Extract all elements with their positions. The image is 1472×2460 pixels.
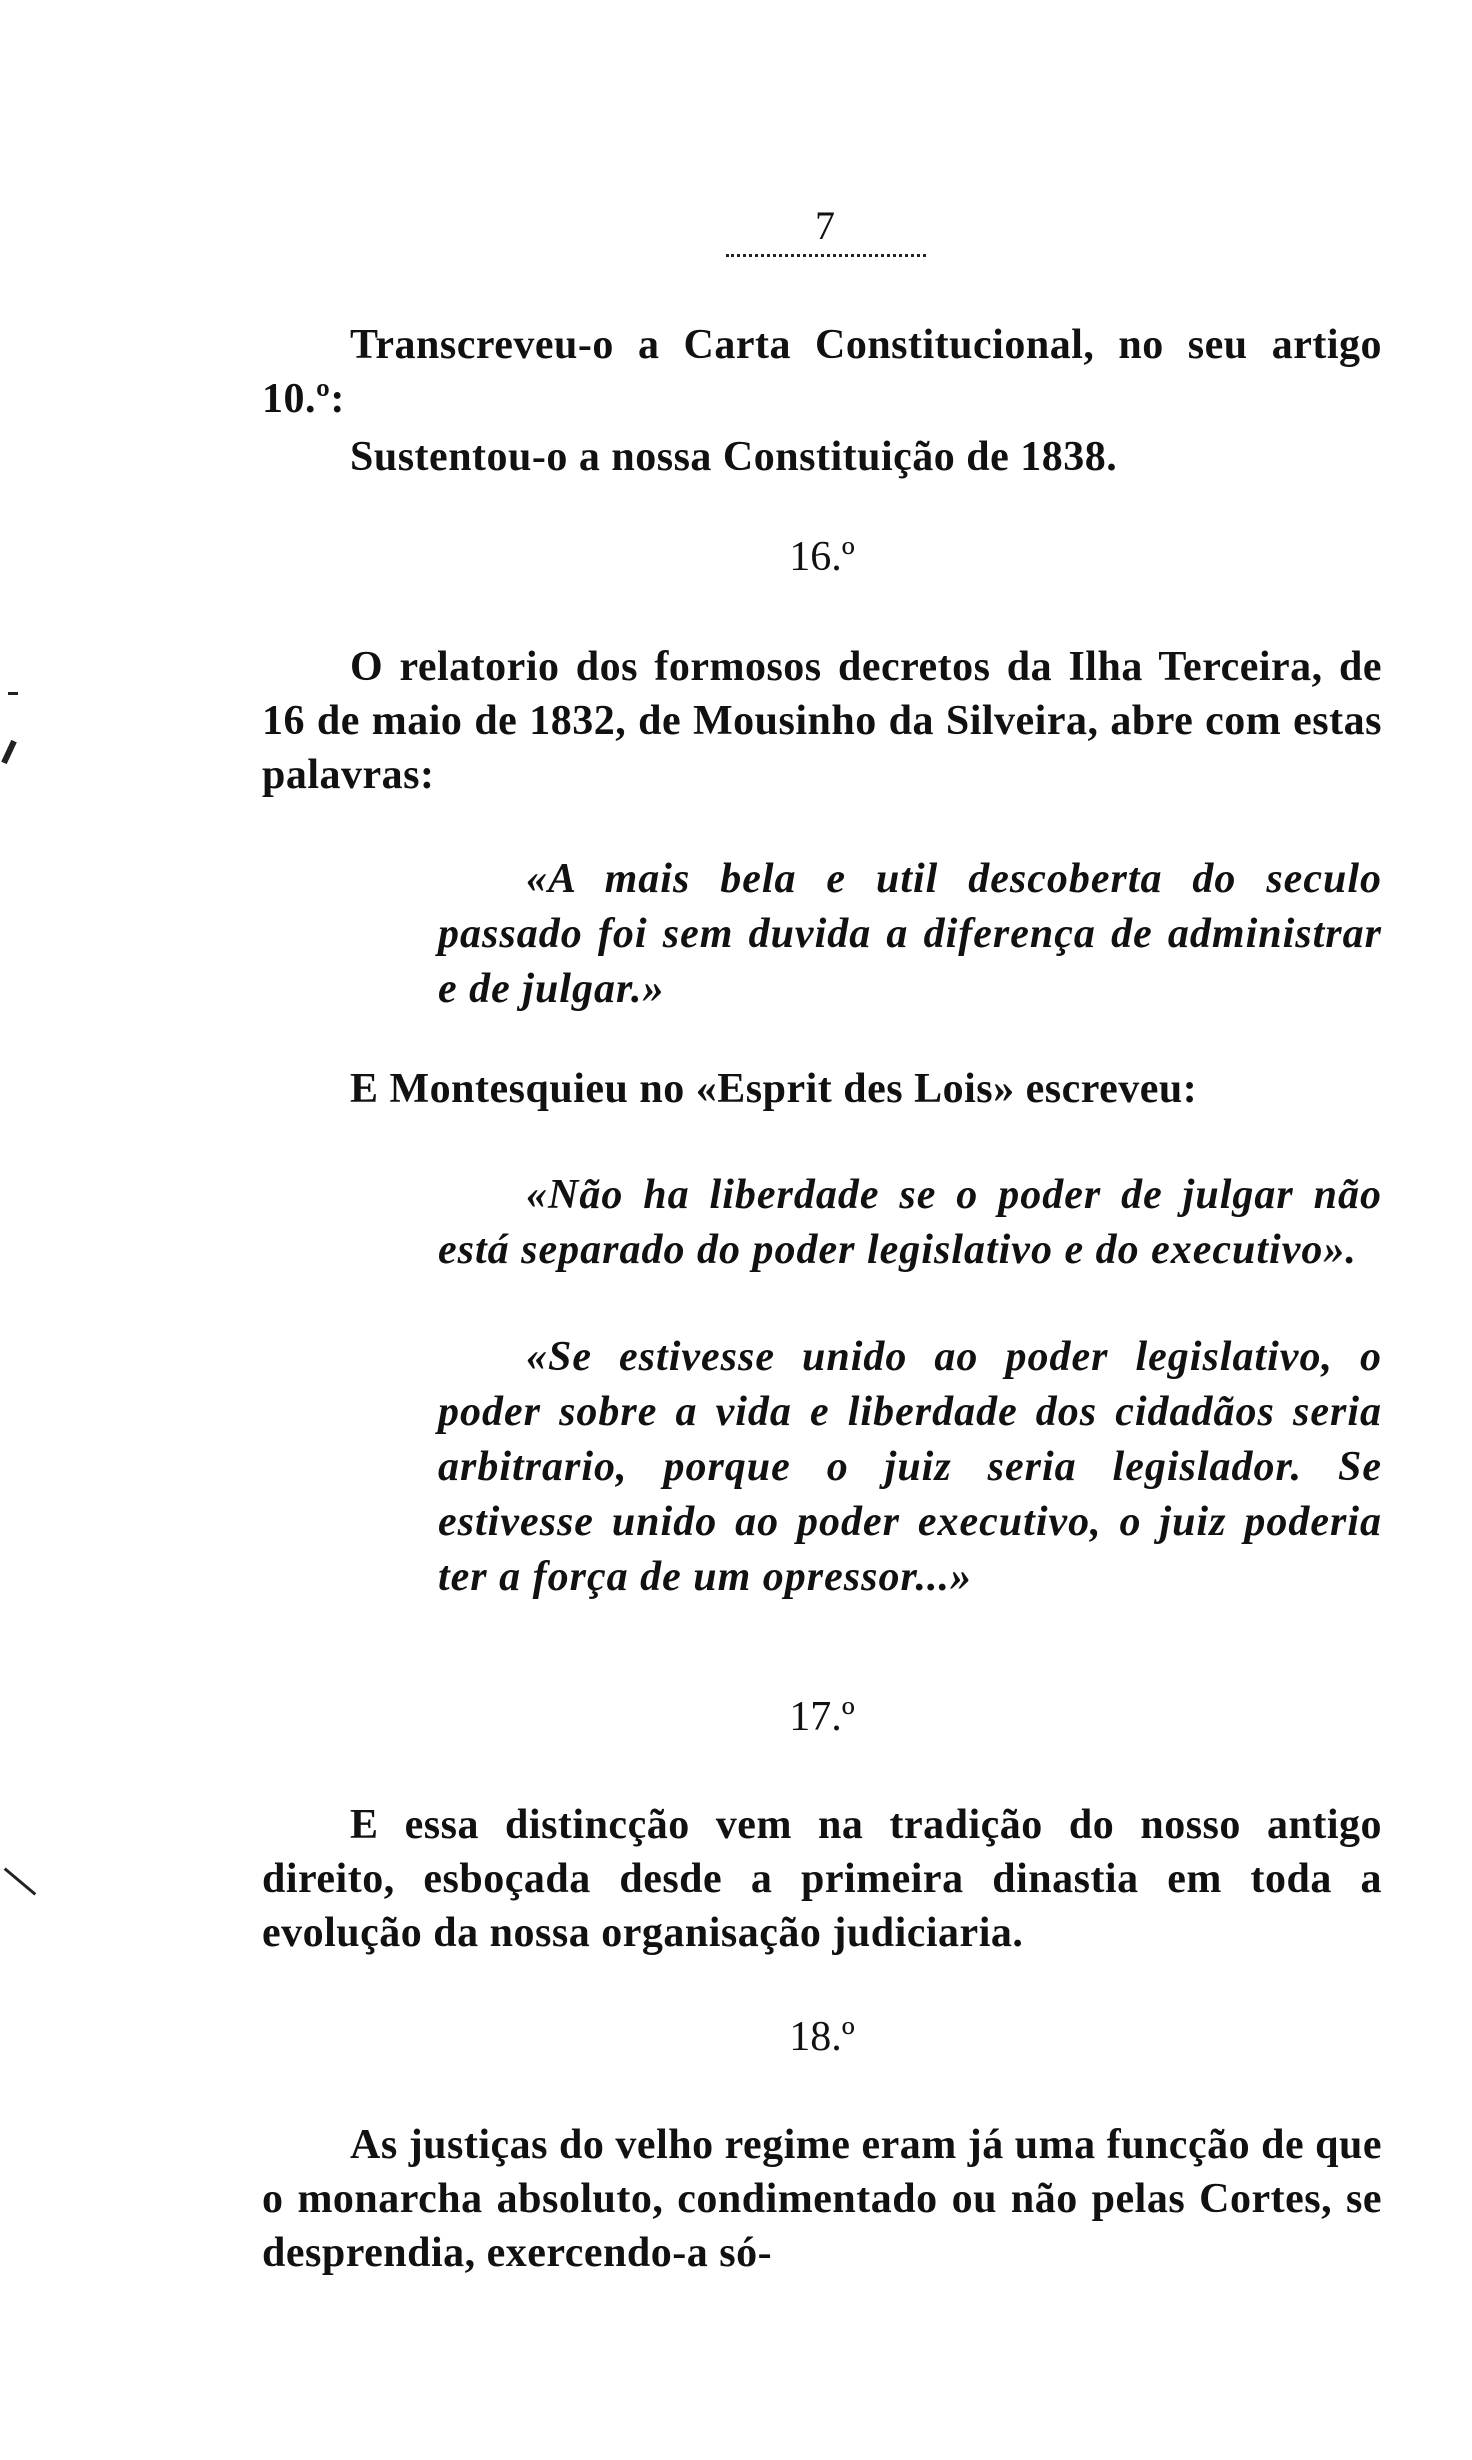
paragraph-relatorio: O relatorio dos formosos decretos da Ilha Terceira, de 16 de maio de 1832, de Mousinho da Silveira, abre com estas palavras:: [262, 644, 1382, 798]
page-number: 7: [815, 203, 835, 248]
scan-mark: [4, 1867, 37, 1895]
paragraph-distinccao: E essa distincção vem na tradição do nosso antigo direito, esboçada desde a primeira dinastia em toda a evolução da nossa organisação judiciaria.: [262, 1802, 1382, 1956]
paragraph-constituicao: Sustentou-o a nossa Constituição de 1838.: [350, 434, 1118, 480]
quote-mousinho: «A mais bela e util descoberta do seculo passado foi sem duvida a diferença de administrar e de julgar.»: [438, 856, 1382, 1012]
scan-mark: [8, 692, 18, 695]
section-heading-16: 16.º: [789, 534, 855, 580]
quote-montesquieu-1: «Não ha liberdade se o poder de julgar não está separado do poder legislativo e do executivo».: [438, 1172, 1382, 1273]
paragraph-carta: Transcreveu-o a Carta Constitucional, no seu artigo 10.º:: [262, 322, 1382, 422]
section-heading-18: 18.º: [789, 2014, 855, 2060]
paragraph-justicas: As justiças do velho regime eram já uma funcção de que o monarcha absoluto, condimentado ou não pelas Cortes, se desprendia, exercendo-a só-: [262, 2122, 1382, 2276]
page-number-rule: [726, 254, 926, 257]
paragraph-montesquieu: E Montesquieu no «Esprit des Lois» escreveu:: [350, 1066, 1198, 1112]
section-heading-17: 17.º: [789, 1694, 855, 1740]
scan-mark: [1, 740, 17, 764]
quote-montesquieu-2: «Se estivesse unido ao poder legislativo, o poder sobre a vida e liberdade dos cidadãos seria arbitrario, porque o juiz seria legislador. Se estivesse unido ao poder executivo, o juiz poderia ter a força de um opressor...»: [438, 1334, 1382, 1600]
